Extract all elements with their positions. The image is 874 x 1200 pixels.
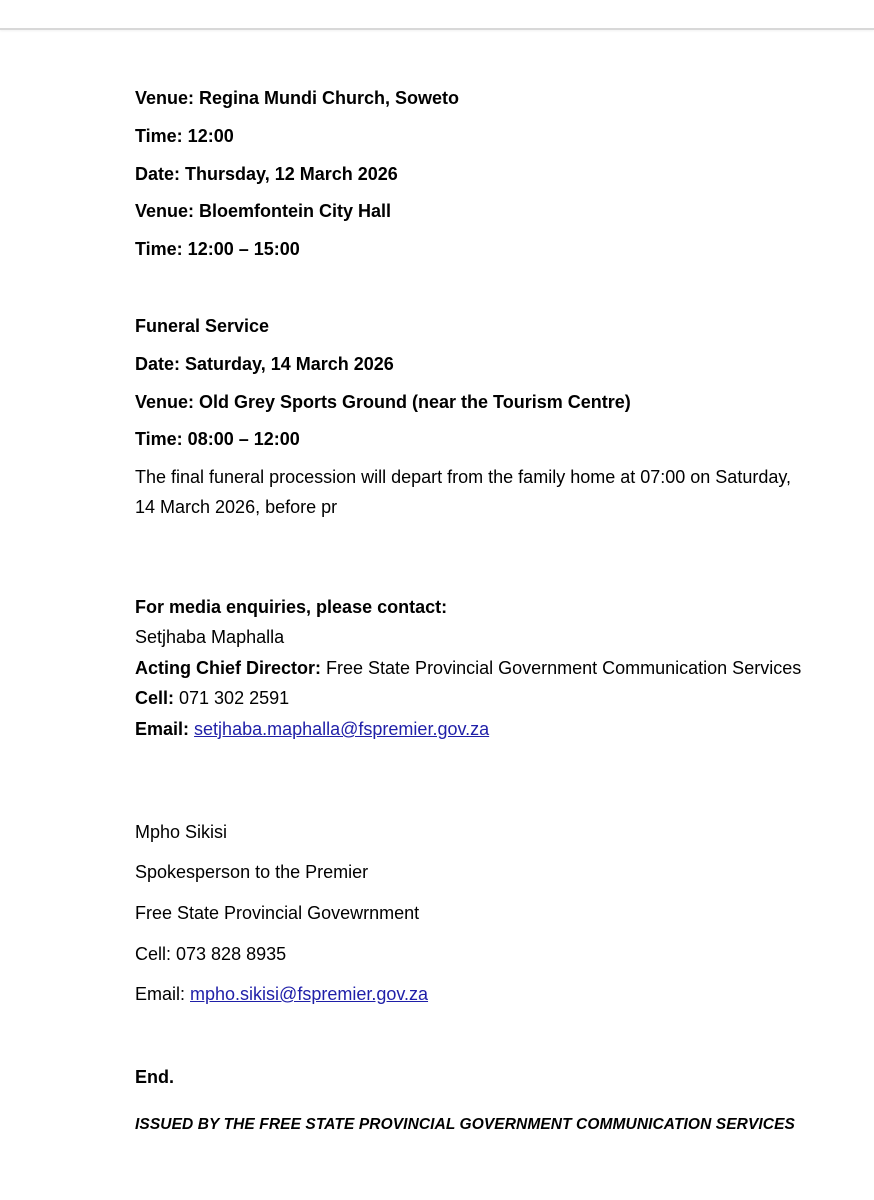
end-marker: End. [135,1067,174,1087]
media-contact-email [135,718,489,740]
spokesperson-role: Spokesperson to the Premier [135,862,369,882]
funeral-venue: Venue: Old Grey Sports Ground (near the Tourism Centre) [135,392,631,412]
media-enquiries-heading: For media enquiries, please contact: [135,597,448,617]
email-label: Email: [135,719,190,739]
email-link-sikisi[interactable]: mpho.sikisi@fspremier.gov.za [190,984,429,1004]
funeral-date: Date: Saturday, 14 March 2026 [135,354,394,374]
time-regina-mundi: Time: 12:00 [135,126,234,146]
cell-value: 071 302 2591 [174,688,290,708]
funeral-heading: Funeral Service [135,316,270,336]
cell-label: Cell: [135,688,175,708]
spokesperson-org: Free State Provincial Govewrnment [135,903,420,923]
time-city-hall: Time: 12:00 – 15:00 [135,239,300,259]
spokesperson-email-label: Email: [135,984,191,1004]
spokesperson-cell: Cell: 073 828 8935 [135,944,287,964]
issued-by-footer: ISSUED BY THE FREE STATE PROVINCIAL GOVERNMENT COMMUNICATION SERVICES [135,1116,795,1133]
procession-note: The final funeral procession will depart from the family home at 07:00 on Saturday, 14 March 2026, before pr [135,467,792,517]
title-label: Acting Chief Director: [135,658,322,678]
media-contact-cell [135,687,289,709]
spokesperson-name: Mpho Sikisi [135,822,228,842]
funeral-time: Time: 08:00 – 12:00 [135,429,300,449]
page-top-edge [0,0,874,30]
media-contact-name: Setjhaba Maphalla [135,627,285,647]
venue-regina-mundi: Venue: Regina Mundi Church, Soweto [135,88,460,108]
date-city-hall: Date: Thursday, 12 March 2026 [135,164,398,184]
venue-city-hall: Venue: Bloemfontein City Hall [135,201,392,221]
title-value: Free State Provincial Government Communication Services [321,658,802,678]
spokesperson-email [135,983,428,1005]
email-link-maphalla[interactable]: setjhaba.maphalla@fspremier.gov.za [194,719,490,739]
media-contact-title [135,657,801,679]
